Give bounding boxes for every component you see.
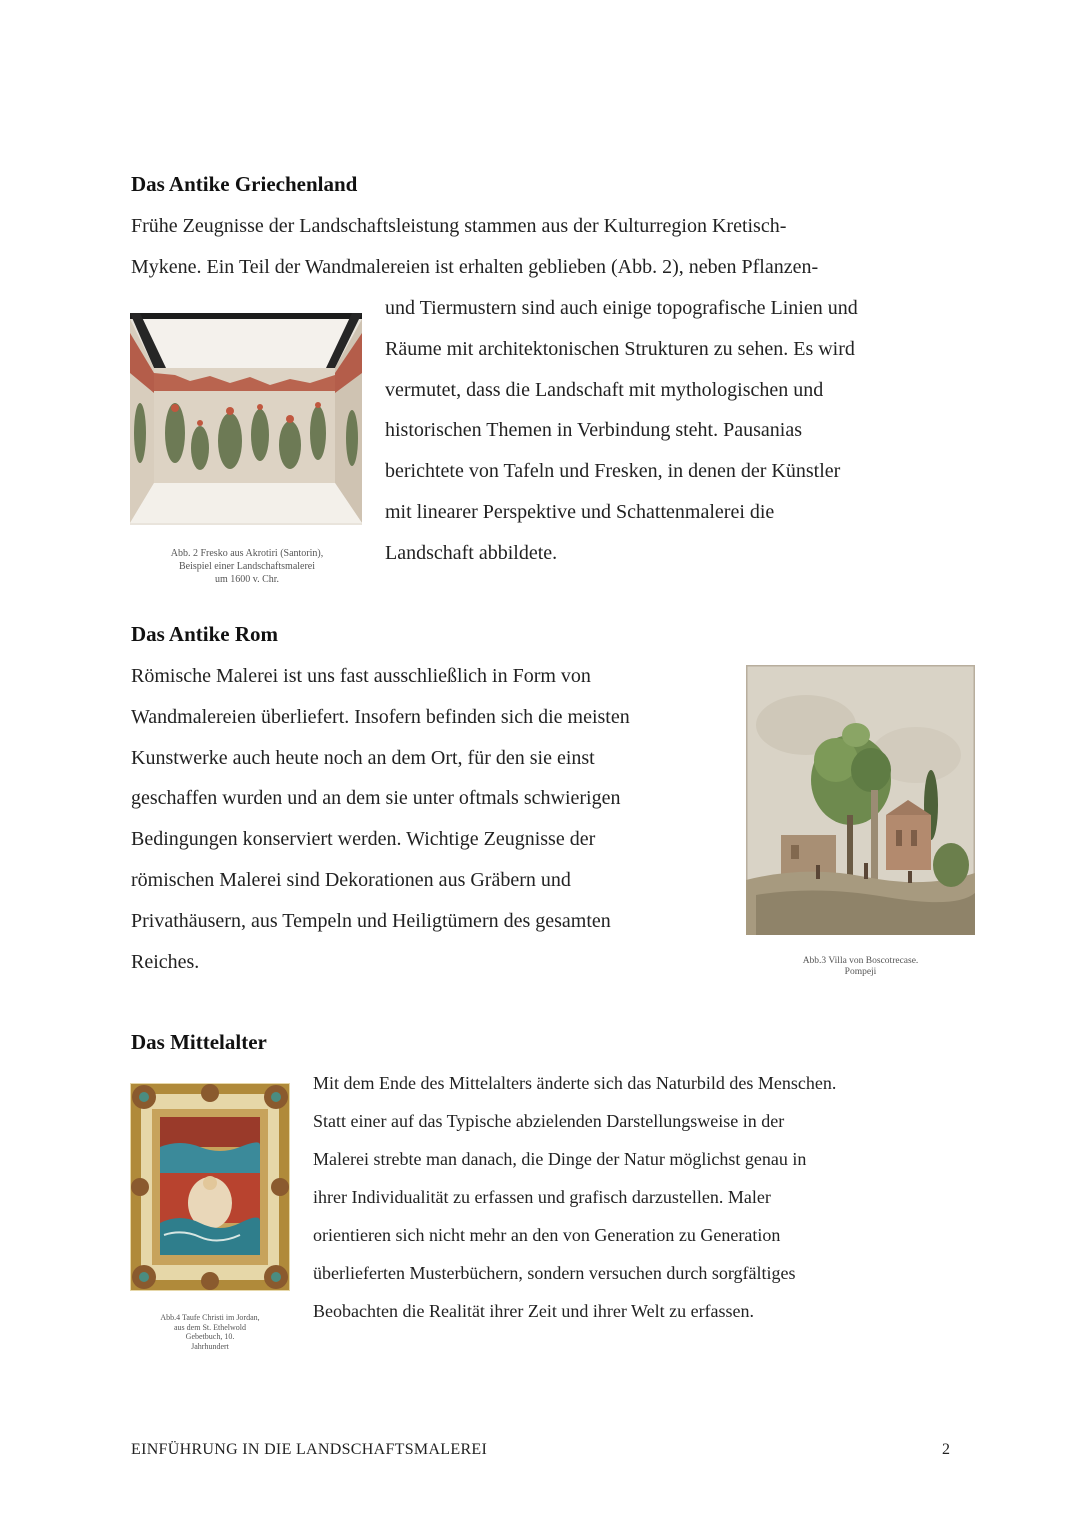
caption-line: Abb.4 Taufe Christi im Jordan, bbox=[160, 1313, 260, 1322]
text-line: mit linearer Perspektive und Schattenmalerei die bbox=[385, 500, 775, 523]
figure-caption-manuscript bbox=[130, 1313, 290, 1351]
text-line: historischen Themen in Verbindung steht. Pausanias bbox=[385, 419, 802, 442]
text-line: Statt einer auf das Typische abzielenden Darstellungsweise in der bbox=[313, 1111, 785, 1131]
caption-line: um 1600 v. Chr. bbox=[214, 574, 280, 585]
section-body-middle-ages bbox=[313, 1064, 963, 1330]
text-line: Frühe Zeugnisse der Landschaftsleistung stammen aus der Kulturregion Kretisch- bbox=[131, 215, 787, 237]
figure-caption-akrotiri bbox=[131, 547, 363, 586]
text-line: römischen Malerei sind Dekorationen aus Gräbern und bbox=[131, 868, 571, 891]
caption-line: Pompeji bbox=[844, 967, 877, 977]
text-line: Bedingungen konserviert werden. Wichtige Zeugnisse der bbox=[131, 828, 596, 851]
caption-line: Jahrhundert bbox=[191, 1341, 229, 1351]
text-line: orientieren sich nicht mehr an den von Generation zu Generation bbox=[313, 1225, 781, 1245]
text-line: Mykene. Ein Teil der Wandmalereien ist erhalten geblieben (Abb. 2), neben Pflanzen- bbox=[131, 255, 819, 278]
text-line: Wandmalereien überliefert. Insofern befinden sich die meisten bbox=[131, 705, 630, 728]
manuscript-image bbox=[130, 1083, 290, 1291]
caption-line: aus dem St. Ethelwold bbox=[174, 1322, 246, 1332]
figure-caption-boscotrecase bbox=[746, 956, 975, 978]
caption-line: Abb.3 Villa von Boscotrecase. bbox=[802, 956, 919, 966]
page-number: 2 bbox=[942, 1441, 950, 1458]
section-heading-rome: Das Antike Rom bbox=[131, 622, 279, 646]
figure-akrotiri-fresco bbox=[130, 313, 362, 525]
text-line: überlieferten Musterbüchern, sondern versuchen durch sorgfältiges bbox=[313, 1263, 796, 1283]
caption-line: Gebetbuch, 10. bbox=[185, 1332, 235, 1341]
figure-boscotrecase bbox=[746, 665, 975, 935]
text-line: Privathäusern, aus Tempeln und Heiligtümern des gesamten bbox=[131, 909, 611, 932]
text-line: Kunstwerke auch heute noch an dem Ort, für den sie einst bbox=[131, 746, 595, 769]
section-heading-greece: Das Antike Griechenland bbox=[131, 172, 358, 196]
caption-line: Beispiel einer Landschaftsmalerei bbox=[178, 561, 316, 572]
text-line: Beobachten die Realität ihrer Zeit und ihrer Welt zu erfassen. bbox=[313, 1301, 755, 1321]
caption-line: Abb. 2 Fresko aus Akrotiri (Santorin), bbox=[170, 548, 324, 559]
text-line: ihrer Individualität zu erfassen und grafisch darzustellen. Maler bbox=[313, 1187, 771, 1207]
text-line: berichtete von Tafeln und Fresken, in denen der Künstler bbox=[385, 460, 841, 483]
section-heading-middle-ages: Das Mittelalter bbox=[131, 1030, 267, 1054]
figure-illuminated-manuscript bbox=[130, 1083, 290, 1291]
section-body-rome bbox=[131, 656, 731, 982]
footer-title: EINFÜHRUNG IN DIE LANDSCHAFTSMALEREI bbox=[131, 1441, 488, 1458]
section-body-greece bbox=[131, 206, 961, 288]
text-line: Römische Malerei ist uns fast ausschließlich in Form von bbox=[131, 665, 591, 687]
text-line: Mit dem Ende des Mittelalters änderte sich das Naturbild des Menschen. bbox=[313, 1073, 837, 1093]
section-body-greece-wrap bbox=[385, 288, 965, 574]
text-line: Landschaft abbildete. bbox=[385, 541, 558, 564]
text-line: vermutet, dass die Landschaft mit mythologischen und bbox=[385, 378, 824, 401]
text-line: Reiches. bbox=[131, 950, 200, 973]
text-line: geschaffen wurden und an dem sie unter oftmals schwierigen bbox=[131, 787, 621, 810]
fresco-room-image bbox=[130, 313, 362, 525]
villa-landscape-image bbox=[746, 665, 975, 935]
text-line: Räume mit architektonischen Strukturen zu sehen. Es wird bbox=[385, 337, 855, 360]
text-line: Malerei strebte man danach, die Dinge der Natur möglichst genau in bbox=[313, 1149, 807, 1169]
text-line: und Tiermustern sind auch einige topografische Linien und bbox=[385, 297, 858, 319]
